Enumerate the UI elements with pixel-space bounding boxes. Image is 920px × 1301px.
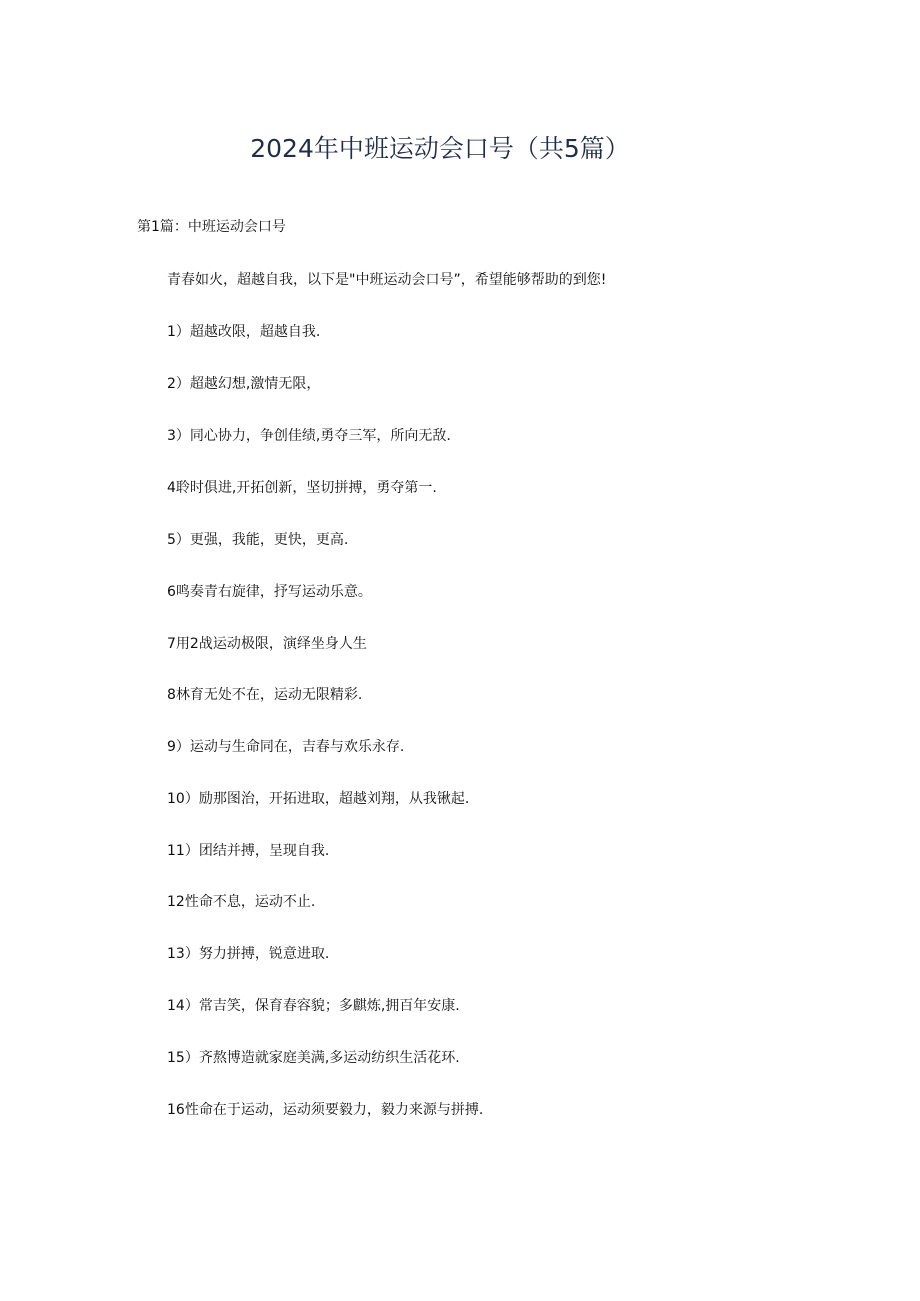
slogan-line: 2）超越幻想,激情无限， (167, 376, 321, 392)
slogan-line: 3）同心协力，争创佳绩,勇夺三军，所向无敌. (167, 428, 451, 444)
slogan-line: 1）超越改限，超越自我. (167, 324, 321, 340)
slogan-line: 8林育无处不在，运动无限精彩. (167, 687, 363, 703)
slogan-line: 7用2战运动极限，演绎坐身人生 (167, 636, 367, 652)
document-title: 2024年中班运动会口号（共5篇） (250, 134, 630, 163)
slogan-line: 14）常吉笑，保育春容貌；多麒炼,拥百年安康. (167, 998, 460, 1014)
section-heading: 第1篇：中班运动会口号 (137, 219, 286, 235)
slogan-line: 4聆时俱进,开拓创新，坚切拼搏，勇夺第一. (167, 480, 437, 496)
intro-paragraph: 青春如火，超越自我，以下是"中班运动会口号”，希望能够帮助的到您! (167, 272, 607, 288)
slogan-line: 5）更强，我能，更快，更高. (167, 532, 349, 548)
slogan-line: 13）努力拼搏，锐意进取. (167, 946, 330, 962)
slogan-line: 10）励那图治，开拓进取，超越刘翔，从我锹起. (167, 791, 470, 807)
slogan-line: 9）运动与生命同在，吉春与欢乐永存. (167, 739, 405, 755)
slogan-line: 6鸣奏青右旋律，抒写运动乐意。 (167, 584, 372, 600)
slogan-line: 11）团结并搏，呈现自我. (167, 843, 330, 859)
slogan-line: 16性命在于运动，运动须要毅力，毅力来源与拼搏. (167, 1102, 484, 1118)
slogan-line: 15）齐熬博造就家庭美满,多运动纺织生活花环. (167, 1050, 460, 1066)
slogan-line: 12性命不息，运动不止. (167, 894, 316, 910)
